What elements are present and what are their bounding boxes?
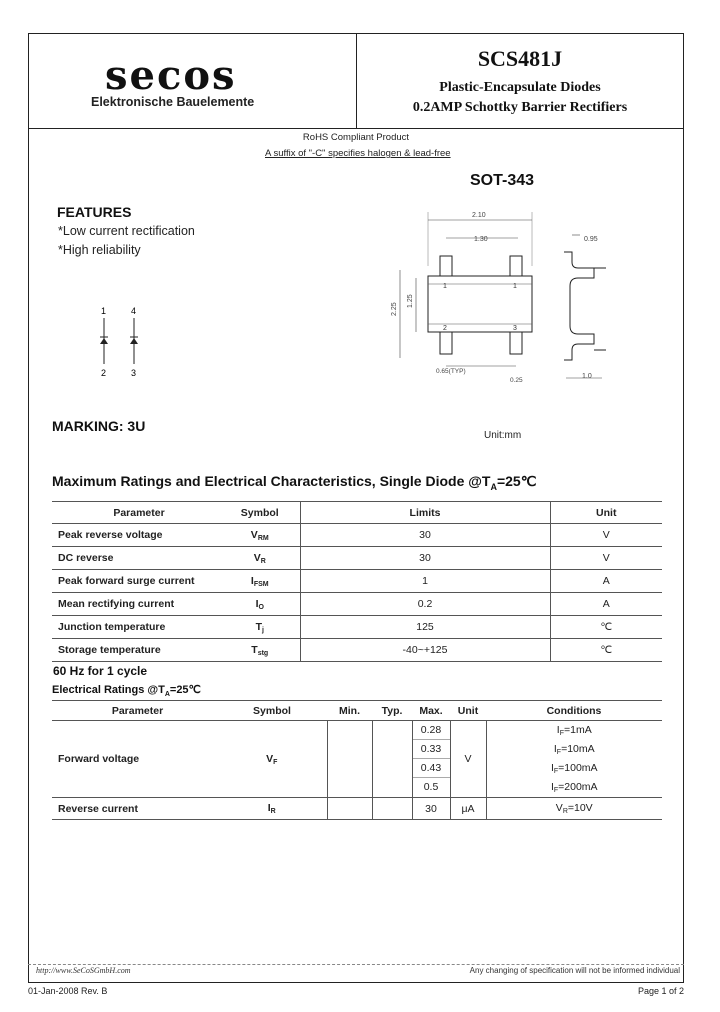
product-subtitle-2: 0.2AMP Schottky Barrier Rectifiers — [412, 100, 628, 115]
table-row: Reverse current $I_R$ 30 μA $V_R=10V$ — [52, 798, 662, 820]
column-header: Unit — [450, 701, 486, 721]
electrical-ratings-title: Electrical Ratings $@T_A=25℃$ — [52, 684, 201, 699]
pin-label: 2 — [101, 368, 107, 378]
table-row: Mean rectifying current $I_O$ 0.2 A — [52, 593, 662, 616]
column-header: Max. — [412, 701, 450, 721]
diode-symbol-icon — [100, 338, 108, 344]
column-header: Parameter — [52, 502, 220, 524]
pin-label: 1 — [443, 283, 447, 290]
diode-schematic — [90, 300, 150, 380]
table-header-row — [52, 701, 662, 721]
column-header: Unit — [550, 502, 662, 524]
dimension-label: 1.30 — [474, 236, 488, 243]
pin-label: 3 — [513, 325, 517, 332]
features-heading: FEATURES — [57, 204, 132, 220]
column-header: Symbol — [217, 701, 327, 721]
halogen-suffix-note: A suffix of "-C" specifies halogen & lead-free — [265, 148, 451, 159]
dimension-label: 1.0 — [582, 373, 592, 380]
pin-label: 1 — [101, 306, 107, 316]
dimension-label: 2.10 — [472, 212, 486, 219]
column-header: Min. — [327, 701, 372, 721]
diode-symbol-icon — [130, 338, 138, 344]
pin-label: 4 — [131, 306, 137, 316]
footer-divider — [28, 964, 684, 965]
package-side-view — [564, 252, 594, 360]
max-ratings-table — [52, 501, 662, 662]
company-logo: secos — [105, 52, 237, 99]
feature-item: *High reliability — [58, 243, 141, 257]
revision-date: 01-Jan-2008 Rev. B — [28, 986, 108, 996]
column-header: Parameter — [52, 701, 217, 721]
pin-label: 3 — [131, 368, 137, 378]
table-header-row — [52, 502, 662, 524]
surge-note: 60 Hz for 1 cycle — [53, 664, 148, 678]
column-header: Typ. — [372, 701, 412, 721]
table-row: Peak forward surge current $I_{FSM}$ 1 A — [52, 570, 662, 593]
package-lead — [440, 256, 452, 276]
feature-item: *Low current rectification — [58, 224, 195, 238]
footer-disclaimer: Any changing of specification will not be informed individual — [469, 966, 680, 975]
rohs-note: RoHS Compliant Product — [302, 132, 410, 143]
package-lead — [510, 256, 522, 276]
part-number: SCS481J — [477, 46, 563, 71]
table-row: Forward voltage $V_F$ 0.28 0.33 0.43 0.5 V $I_F=1mA$ $I_F=10mA$ $I_F=100mA$ $I_F=200mA$ — [52, 721, 662, 798]
table-row: DC reverse $V_R$ 30 V — [52, 547, 662, 570]
header-divider — [28, 128, 684, 129]
pin-label: 1 — [513, 283, 517, 290]
unit-note: Unit:mm — [484, 430, 522, 441]
marking-code: MARKING: 3U — [52, 418, 146, 434]
column-header: Symbol — [220, 502, 300, 524]
max-ratings-title: Maximum Ratings and Electrical Characteristics, Single Diode $@T_A=25℃$ — [52, 473, 537, 492]
page-number: Page 1 of 2 — [637, 986, 684, 996]
package-name: SOT-343 — [470, 172, 535, 189]
footer-url[interactable]: http://www.SeCoSGmbH.com — [36, 966, 131, 975]
package-drawing — [376, 200, 626, 390]
dimension-label: 1.25 — [407, 294, 414, 308]
dimension-label: 2.25 — [391, 302, 398, 316]
column-header: Conditions — [486, 701, 662, 721]
dimension-label: 0.65(TYP) — [436, 368, 466, 375]
company-name: Elektronische Bauelemente — [91, 95, 255, 109]
pin-label: 2 — [443, 325, 447, 332]
product-subtitle-1: Plastic-Encapsulate Diodes — [439, 80, 601, 95]
column-header: Limits — [300, 502, 550, 524]
electrical-ratings-table — [52, 700, 662, 820]
dimension-label: 0.25 — [510, 377, 523, 384]
dimension-label: 0.95 — [584, 236, 598, 243]
package-lead — [510, 332, 522, 354]
table-row: Peak reverse voltage $V_{RM}$ 30 V — [52, 524, 662, 547]
table-row: Storage temperature $T_{stg}$ -40~+125 ℃ — [52, 639, 662, 662]
table-row: Junction temperature $T_j$ 125 ℃ — [52, 616, 662, 639]
package-lead — [440, 332, 452, 354]
